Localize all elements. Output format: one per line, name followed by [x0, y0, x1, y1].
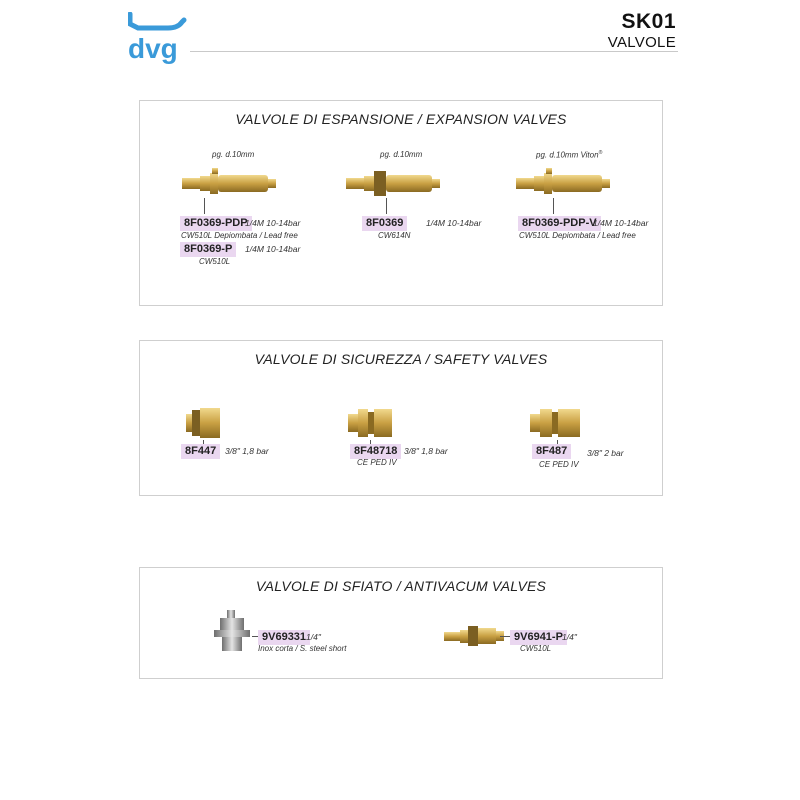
header-divider [190, 51, 678, 52]
product-note: pg. d.10mm [380, 150, 423, 159]
product-code: 8F48718 [350, 444, 401, 459]
antivacuum-valve-brass-image [444, 624, 506, 648]
catalog-code: SK01 [621, 10, 676, 33]
product-spec: 1/4M 10-14bar [426, 218, 482, 228]
product-spec: 1/4M 10-14bar [593, 218, 649, 228]
product-note: pg. d.10mm [212, 150, 255, 159]
section-title: VALVOLE DI ESPANSIONE / EXPANSION VALVES [235, 111, 567, 127]
safety-valve-image [348, 406, 394, 440]
product-code: 8F487 [532, 444, 571, 459]
product-spec: 3/8" 2 bar [587, 448, 624, 458]
dvg-logo [128, 12, 188, 64]
section-title: VALVOLE DI SICUREZZA / SAFETY VALVES [254, 351, 548, 367]
product-material: CW510L [199, 257, 231, 266]
product-spec: 1/4" [306, 632, 321, 642]
antivacuum-valve-steel-image [212, 610, 252, 654]
product-material: CW510L [520, 644, 552, 653]
product-note: pg. d.10mm Viton® [536, 150, 603, 160]
svg-text:dvg: dvg [128, 33, 178, 64]
leader-line [553, 198, 554, 214]
safety-valve-image [186, 406, 222, 440]
product-material: CE PED IV [357, 458, 397, 467]
product-code: 9V69331 [258, 630, 310, 645]
safety-valve-image [530, 406, 584, 440]
product-material: CW510L Depiombata / Lead free [181, 231, 298, 240]
section-title: VALVOLE DI SFIATO / ANTIVACUM VALVES [255, 578, 547, 594]
product-material: CW510L Depiombata / Lead free [519, 231, 636, 240]
product-material: CW614N [378, 231, 411, 240]
expansion-valve-image [346, 168, 442, 198]
product-spec: 1/4" [562, 632, 577, 642]
product-code: 8F0369-PDP [180, 216, 252, 231]
product-spec: 1/4M 10-14bar [245, 244, 301, 254]
product-material: CE PED IV [539, 460, 579, 469]
product-material: Inox corta / S. steel short [258, 644, 347, 653]
product-code: 8F0369-PDP-V [518, 216, 601, 231]
product-code: 8F447 [181, 444, 220, 459]
product-code: 8F0369-P [180, 242, 236, 257]
product-code: 9V6941-P [510, 630, 567, 645]
product-code: 8F0369 [362, 216, 407, 231]
catalog-category: VALVOLE [607, 34, 676, 51]
expansion-valve-image [182, 168, 278, 198]
product-spec: 3/8" 1,8 bar [225, 446, 269, 456]
expansion-valve-image [516, 168, 612, 198]
leader-line [386, 198, 387, 214]
product-spec: 1/4M 10-14bar [245, 218, 301, 228]
expansion-valves-section [139, 100, 663, 306]
product-spec: 3/8" 1,8 bar [404, 446, 448, 456]
leader-line [204, 198, 205, 214]
leader-line [500, 636, 510, 637]
